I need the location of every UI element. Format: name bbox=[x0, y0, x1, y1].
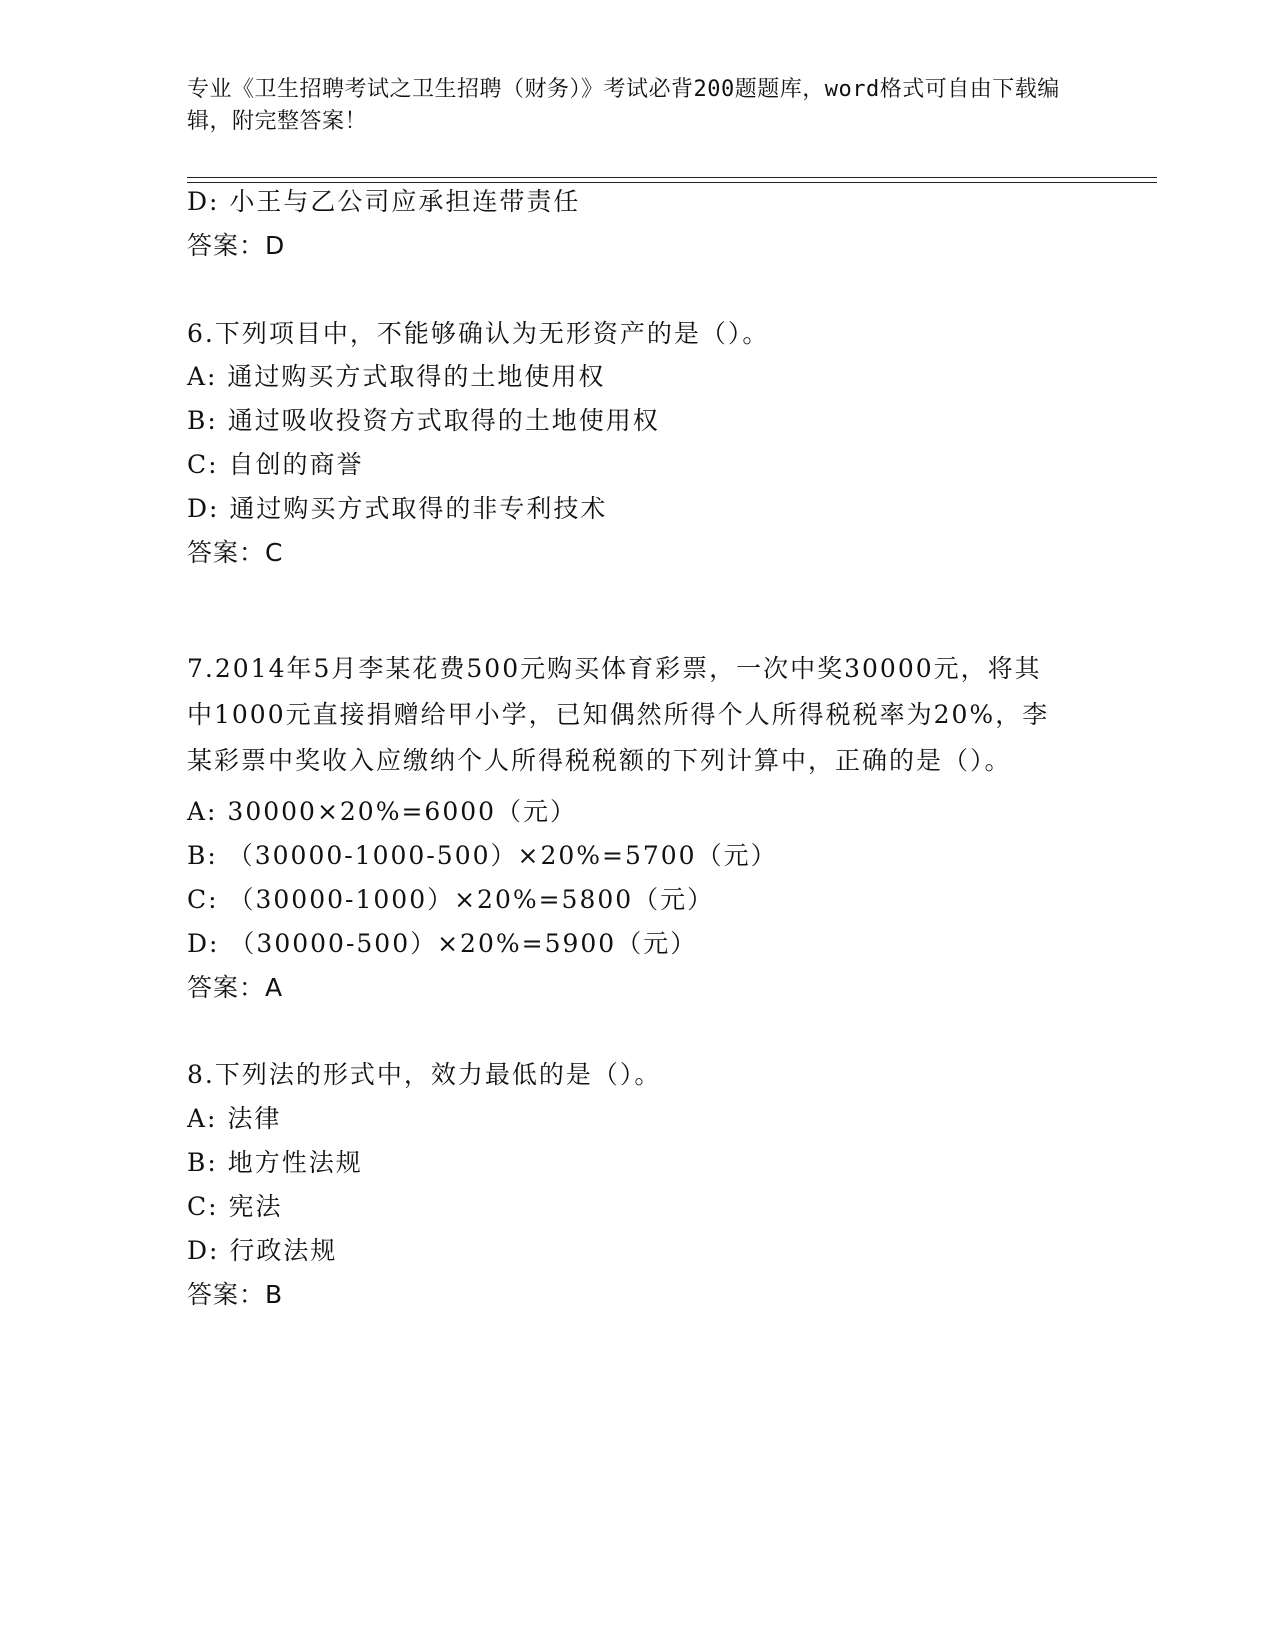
q8-option-d: D: 行政法规 bbox=[187, 1236, 338, 1265]
header-divider-top bbox=[187, 177, 1157, 178]
q6-option-d: D: 通过购买方式取得的非专利技术 bbox=[187, 494, 608, 523]
q6-option-c: C: 自创的商誉 bbox=[187, 450, 364, 479]
q7-option-d: D: （30000-500）×20%=5900（元） bbox=[187, 929, 698, 958]
q7-option-c: C: （30000-1000）×20%=5800（元） bbox=[187, 885, 715, 914]
header-divider-bottom bbox=[187, 182, 1157, 183]
q6-answer: 答案：C bbox=[187, 538, 284, 567]
q7-option-b: B: （30000-1000-500）×20%=5700（元） bbox=[187, 841, 778, 870]
q8-answer: 答案：B bbox=[187, 1280, 284, 1309]
q6-stem: 6.下列项目中，不能够确认为无形资产的是（）。 bbox=[187, 319, 770, 348]
document-header: 专业《卫生招聘考试之卫生招聘（财务）》考试必背200题题库，word格式可自由下载编辑，附完整答案！ bbox=[187, 77, 1060, 134]
q5-option-d: D: 小王与乙公司应承担连带责任 bbox=[187, 187, 581, 216]
q8-stem: 8.下列法的形式中，效力最低的是（）。 bbox=[187, 1060, 662, 1089]
q8-option-b: B: 地方性法规 bbox=[187, 1148, 363, 1177]
q6-option-b: B: 通过吸收投资方式取得的土地使用权 bbox=[187, 406, 660, 435]
q8-option-c: C: 宪法 bbox=[187, 1192, 283, 1221]
q6-option-a: A: 通过购买方式取得的土地使用权 bbox=[187, 362, 606, 391]
q7-option-a: A: 30000×20%=6000（元） bbox=[187, 797, 578, 826]
q7-answer: 答案：A bbox=[187, 973, 284, 1002]
q5-answer: 答案：D bbox=[187, 231, 286, 260]
q8-option-a: A: 法律 bbox=[187, 1104, 282, 1133]
q7-stem: 7.2014年5月李某花费500元购买体育彩票，一次中奖30000元，将其中1000元直接捐赠给甲小学，已知偶然所得个人所得税税率为20%，李某彩票中奖收入应缴纳个人所得税税额的下列计算中，正确的是（）。 bbox=[187, 654, 1050, 775]
